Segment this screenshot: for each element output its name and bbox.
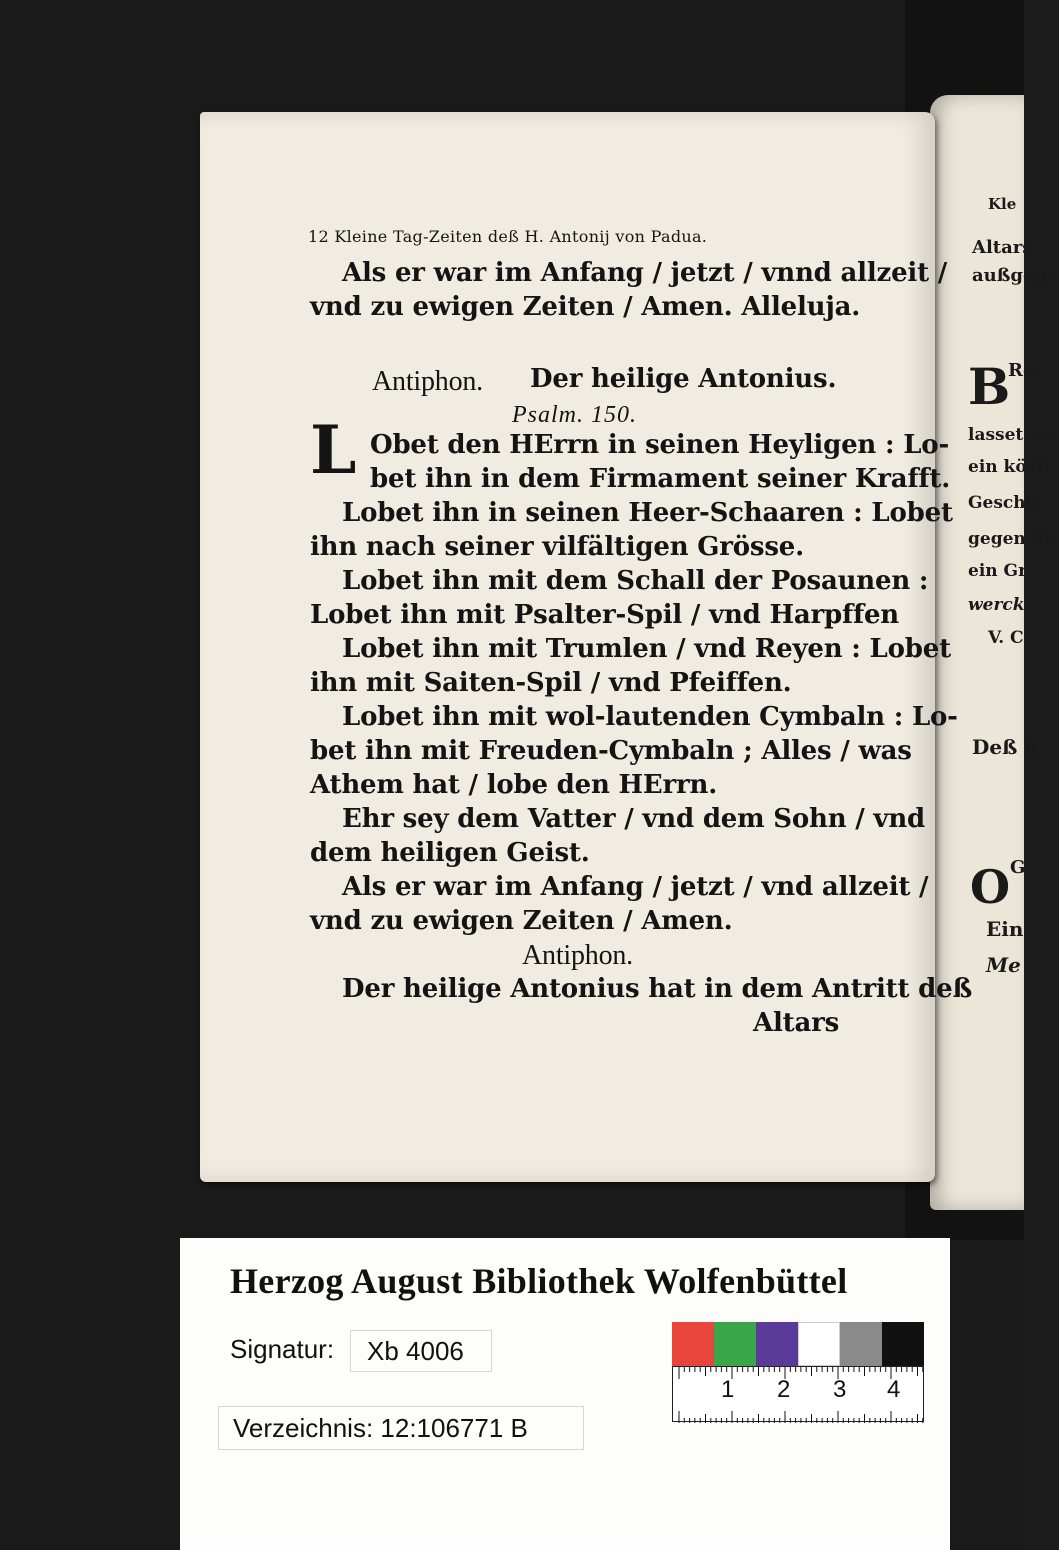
text-line: Lobet ihn mit dem Schall der Posaunen : [342, 566, 929, 596]
facing-text-fragment: werck [968, 595, 1025, 615]
signatur-value: Xb 4006 [367, 1336, 464, 1366]
text-line: Als er war im Anfang / jetzt / vnnd allzeit / [342, 258, 948, 288]
facing-text-fragment: Altars [972, 237, 1033, 258]
facing-text-fragment: G [1010, 857, 1026, 878]
text-line: bet ihn mit Freuden-Cymbaln ; Alles / was [310, 736, 912, 766]
psalm-heading: Psalm. 150. [512, 402, 637, 428]
ruler-number: 2 [777, 1376, 791, 1403]
facing-text-fragment: Ro [1008, 360, 1035, 381]
color-swatch-purple [756, 1322, 798, 1366]
text-line: Der heilige Antonius. [530, 364, 837, 394]
text-line: Lobet ihn in seinen Heer-Schaaren : Lobet [342, 498, 953, 528]
ruler-number: 1 [721, 1376, 735, 1403]
color-swatch-white [798, 1322, 840, 1366]
facing-text-fragment: Ein [986, 917, 1024, 941]
color-calibration-chart [672, 1322, 924, 1422]
facing-text-fragment: Deß h [972, 735, 1039, 759]
color-swatch-red [672, 1322, 714, 1366]
facing-text-fragment: V. C [988, 628, 1024, 648]
text-line: Als er war im Anfang / jetzt / vnd allzeit / [342, 872, 929, 902]
color-swatch-black [882, 1322, 924, 1366]
text-line: dem heiligen Geist. [310, 838, 590, 868]
text-line: Obet den HErrn in seinen Heyligen : Lo- [370, 430, 950, 460]
facing-text-fragment: Me [986, 953, 1021, 977]
antiphon-label: Antiphon. [522, 940, 633, 971]
antiphon-label: Antiphon. [372, 366, 483, 397]
library-name: Herzog August Bibliothek Wolfenbüttel [230, 1261, 848, 1301]
library-card [180, 1238, 950, 1550]
text-line: ihn mit Saiten-Spil / vnd Pfeiffen. [310, 668, 792, 698]
running-header: 12 Kleine Tag-Zeiten deß H. Antonij von Padua. [308, 227, 708, 246]
text-line: vnd zu ewigen Zeiten / Amen. Alleluja. [310, 292, 861, 322]
facing-text-fragment: lasset vn [968, 425, 1052, 445]
facing-initial: B [968, 357, 1011, 416]
book-page [200, 112, 973, 1182]
ruler-number: 3 [833, 1376, 847, 1403]
facing-text-fragment: außgege [972, 265, 1059, 286]
facing-text-fragment: ein köstl [968, 457, 1051, 477]
text-line: Athem hat / lobe den HErrn. [310, 770, 718, 800]
color-swatch-gray [840, 1322, 882, 1366]
measurement-ruler [672, 1366, 924, 1422]
text-line: bet ihn in dem Firmament seiner Krafft. [370, 464, 951, 494]
facing-header-fragment: Kle [988, 195, 1017, 213]
text-line: vnd zu ewigen Zeiten / Amen. [310, 906, 733, 936]
verzeichnis-text: Verzeichnis: 12:106771 B [233, 1413, 528, 1443]
text-line: Lobet ihn mit wol-lautenden Cymbaln : Lo- [342, 702, 958, 732]
color-swatch-green [714, 1322, 756, 1366]
text-line: Lobet ihn mit Psalter-Spil / vnd Harpffen [310, 600, 900, 630]
verzeichnis-box [218, 1406, 584, 1450]
signatur-box [350, 1330, 492, 1372]
facing-text-fragment: ein Gr [968, 561, 1028, 581]
decorated-initial: L [310, 411, 357, 489]
text-line: Ehr sey dem Vatter / vnd dem Sohn / vnd [342, 804, 926, 834]
catchword: Altars [753, 1008, 840, 1038]
ruler-number: 4 [887, 1376, 901, 1403]
facing-initial: O [970, 860, 1011, 914]
text-line: Lobet ihn mit Trumlen / vnd Reyen : Lobet [342, 634, 951, 664]
signatur-label: Signatur: [230, 1334, 335, 1364]
facing-text-fragment: gegen de [968, 529, 1055, 549]
text-line: ihn nach seiner vilfältigen Grösse. [310, 532, 804, 562]
facing-text-fragment: Geschir [968, 493, 1042, 513]
text-line: Der heilige Antonius hat in dem Antritt deß [342, 974, 973, 1004]
